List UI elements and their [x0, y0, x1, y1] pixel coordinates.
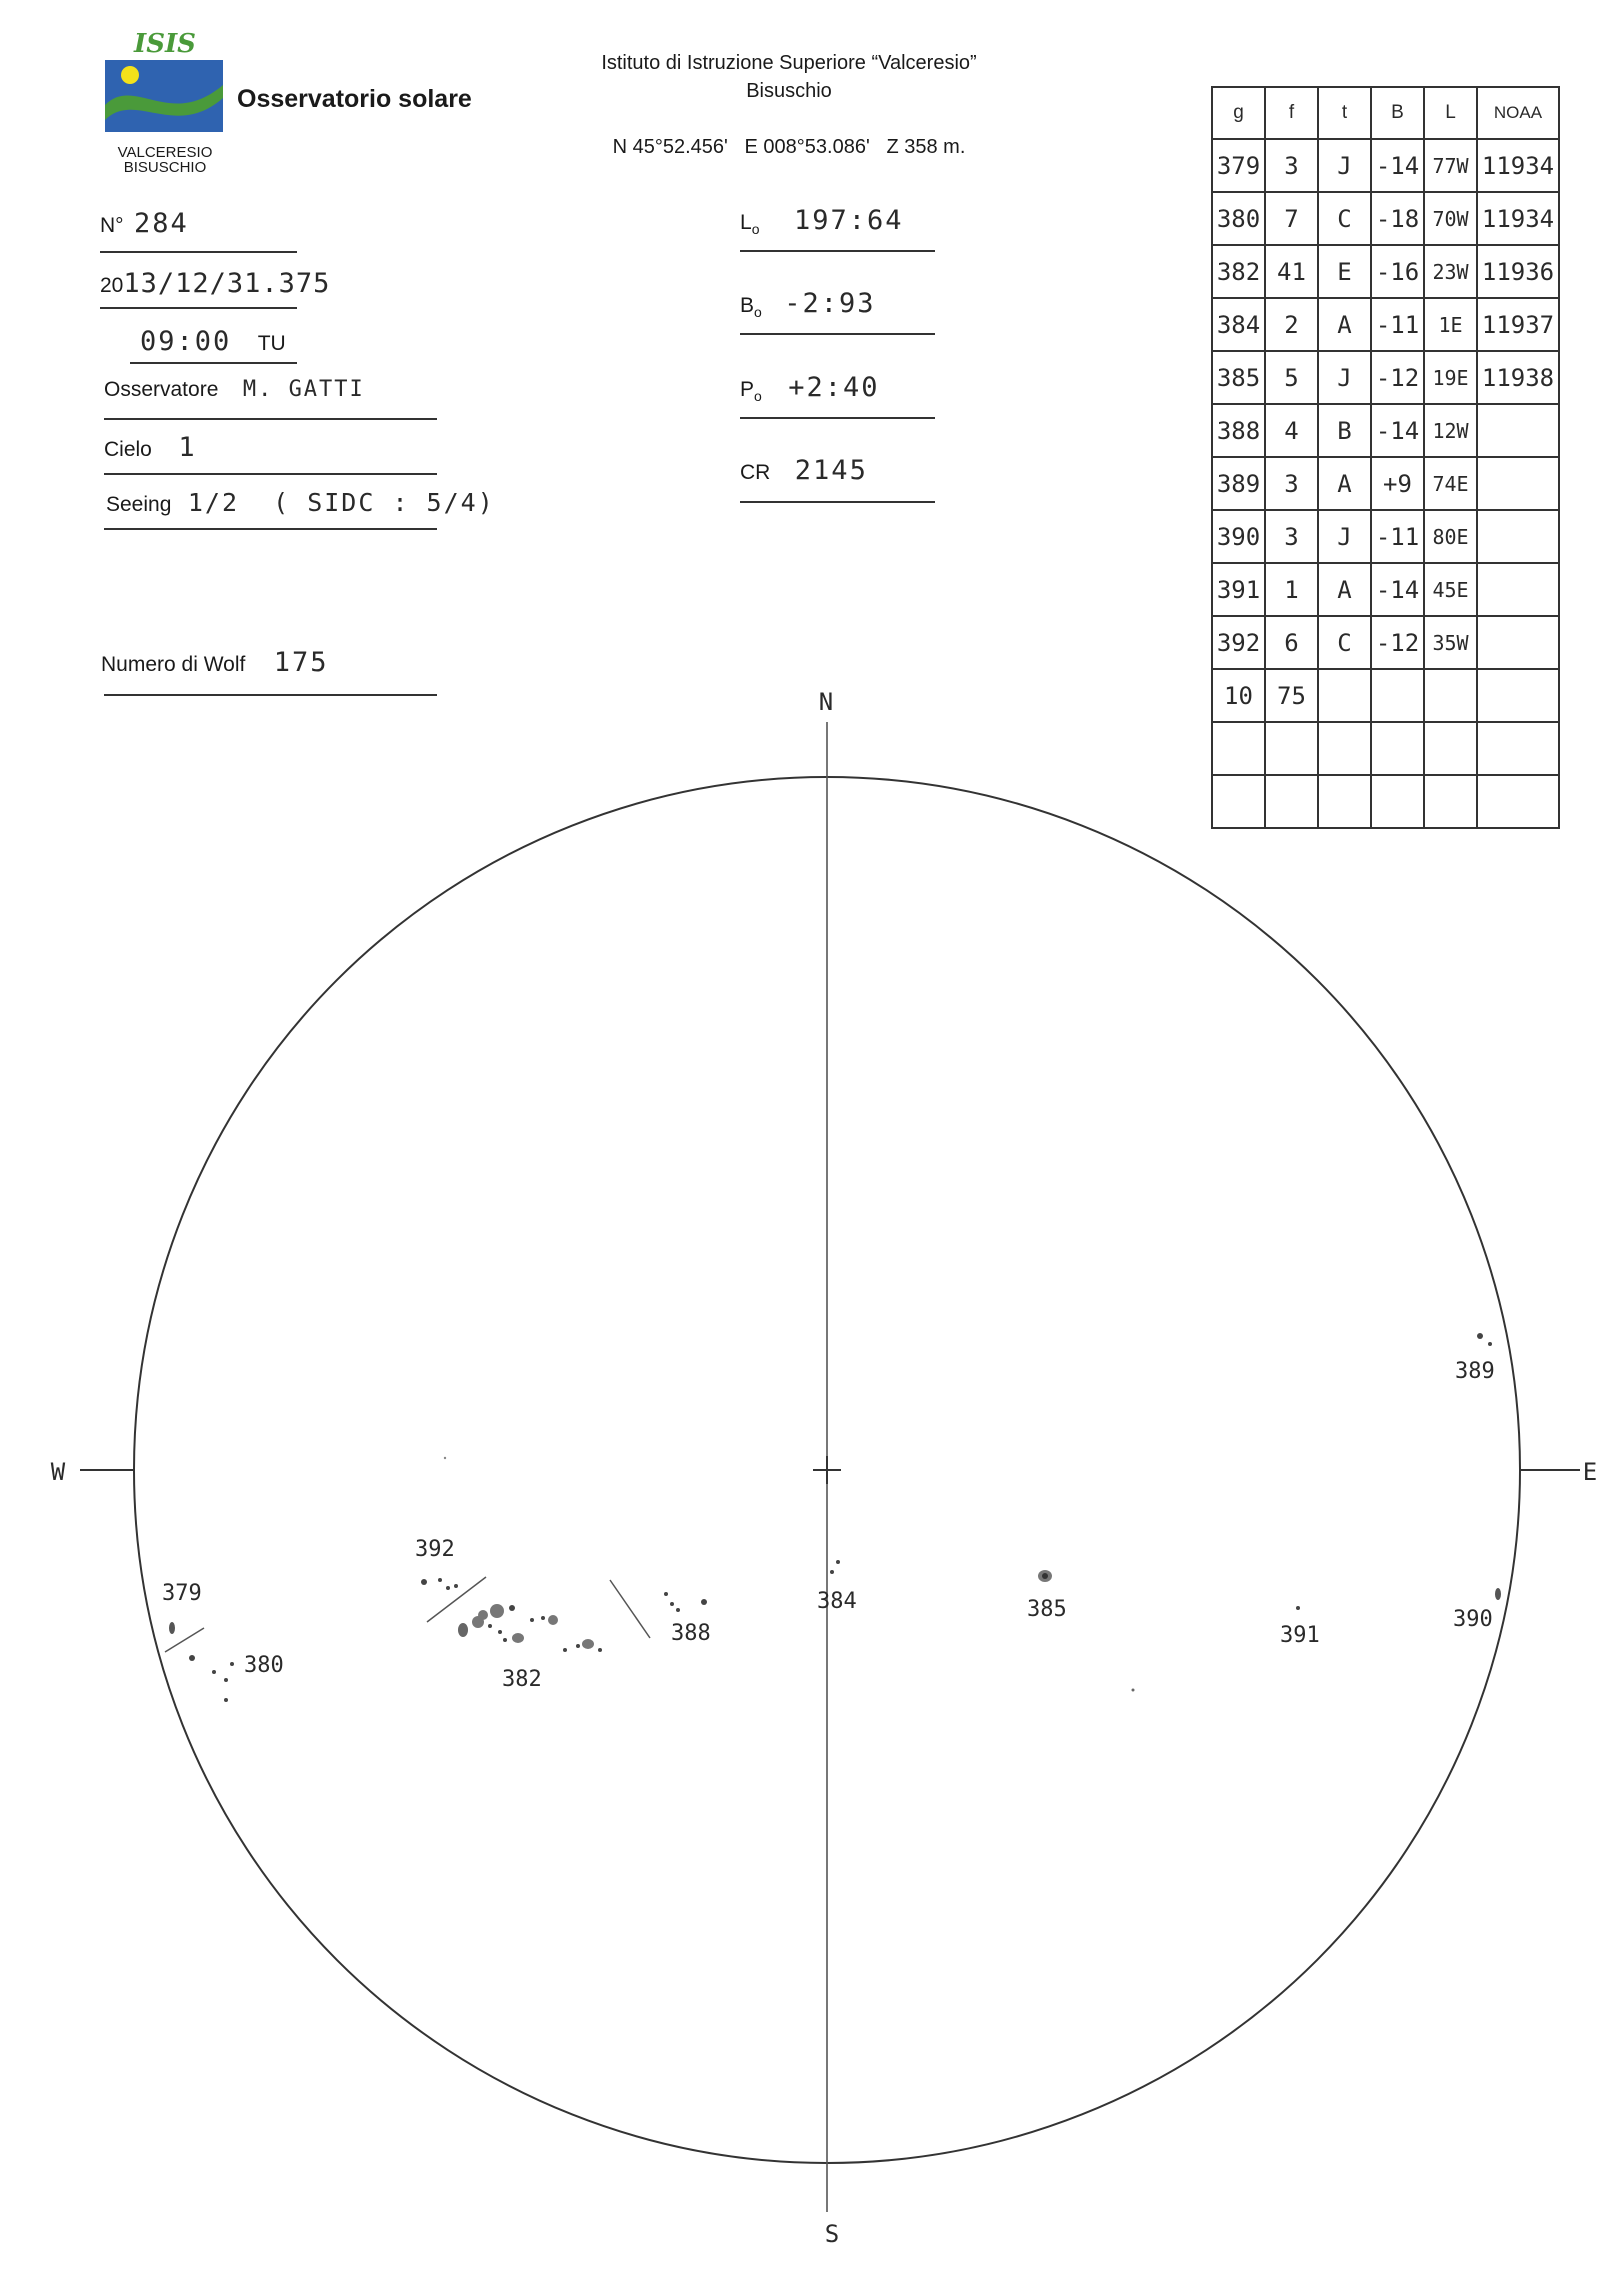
cell-b: -16	[1371, 245, 1424, 298]
group-label-390: 390	[1453, 1607, 1493, 1632]
cell-noaa: 11937	[1477, 298, 1559, 351]
group-label-379: 379	[162, 1581, 202, 1606]
cell-f: 2	[1265, 298, 1318, 351]
cell-f: 4	[1265, 404, 1318, 457]
observer-name: M. GATTI	[242, 377, 365, 402]
sunspot-group-385	[1038, 1570, 1052, 1582]
cell-b: -11	[1371, 510, 1424, 563]
cell-g: 391	[1212, 563, 1265, 616]
sunspot-group-380	[212, 1662, 234, 1702]
cell-l: 19E	[1424, 351, 1477, 404]
cell-noaa: 11938	[1477, 351, 1559, 404]
cell-l: 70W	[1424, 192, 1477, 245]
cell-f: 75	[1265, 669, 1318, 722]
north-label: N	[818, 688, 834, 716]
group-label-380: 380	[244, 1653, 284, 1678]
west-label: W	[50, 1458, 66, 1486]
cell-f: 3	[1265, 139, 1318, 192]
cell-g: 389	[1212, 457, 1265, 510]
cell-g: 390	[1212, 510, 1265, 563]
b0-label: $B_o$	[740, 294, 762, 321]
south-label: S	[824, 2220, 840, 2248]
sunspot-group-388	[664, 1592, 707, 1612]
cell-b: -14	[1371, 404, 1424, 457]
group-label-384: 384	[817, 1589, 857, 1614]
cell-f: 3	[1265, 510, 1318, 563]
cell-f: 3	[1265, 457, 1318, 510]
seeing-value: 1/2 ( SIDC : 5/4)	[187, 488, 495, 517]
cell-t: C	[1318, 616, 1371, 669]
cell-f: 41	[1265, 245, 1318, 298]
cell-t: A	[1318, 563, 1371, 616]
group-label-388: 388	[671, 1621, 711, 1646]
cell-t: B	[1318, 404, 1371, 457]
date-prefix: 20	[100, 274, 124, 297]
cell-g: 10	[1212, 669, 1265, 722]
cell-f: 1	[1265, 563, 1318, 616]
cell-f: 5	[1265, 351, 1318, 404]
cell-l: 74E	[1424, 457, 1477, 510]
cell-t: E	[1318, 245, 1371, 298]
header-t: t	[1318, 87, 1371, 139]
cell-noaa: 11936	[1477, 245, 1559, 298]
cell-t: A	[1318, 298, 1371, 351]
header-l: L	[1424, 87, 1477, 139]
header-b: B	[1371, 87, 1424, 139]
cell-f: 7	[1265, 192, 1318, 245]
cell-f: 6	[1265, 616, 1318, 669]
cell-t: A	[1318, 457, 1371, 510]
group-label-391: 391	[1280, 1623, 1320, 1648]
cell-l: 80E	[1424, 510, 1477, 563]
sunspot-group-390	[1495, 1588, 1501, 1600]
sunspot-group-384	[830, 1560, 840, 1574]
cell-l: 45E	[1424, 563, 1477, 616]
cell-b: -18	[1371, 192, 1424, 245]
cell-g: 384	[1212, 298, 1265, 351]
sunspot-group-392	[421, 1578, 458, 1590]
cell-g: 385	[1212, 351, 1265, 404]
l0-value: 197:64	[793, 205, 904, 236]
header-f: f	[1265, 87, 1318, 139]
cell-noaa: 11934	[1477, 192, 1559, 245]
east-label: E	[1582, 1458, 1598, 1486]
page-title: Osservatorio solare	[237, 85, 472, 113]
observation-number-label: N°	[100, 214, 124, 237]
observer-label: Osservatore	[104, 378, 219, 401]
observatory-coordinates: N 45°52.456' E 008°53.086' Z 358 m.	[612, 136, 966, 158]
sunspot-group-389	[1477, 1333, 1492, 1346]
b0-value: -2:93	[784, 288, 876, 319]
institute-town: Bisuschio	[746, 80, 832, 102]
cell-noaa: 11934	[1477, 139, 1559, 192]
cell-l: 1E	[1424, 298, 1477, 351]
l0-label: $L_o$	[740, 211, 760, 238]
cell-l: 35W	[1424, 616, 1477, 669]
cell-g: 382	[1212, 245, 1265, 298]
logo-line-2: BISUSCHIO	[123, 159, 207, 176]
sunspot-group-382	[458, 1604, 602, 1652]
observation-number: 284	[134, 208, 189, 239]
logo-line-1: VALCERESIO	[117, 144, 213, 161]
wolf-label: Numero di Wolf	[101, 653, 246, 676]
sky-label: Cielo	[104, 438, 152, 461]
cell-g: 380	[1212, 192, 1265, 245]
sky-value: 1	[178, 432, 197, 463]
time-unit: TU	[257, 332, 286, 355]
header-g: g	[1212, 87, 1265, 139]
cr-label: CR	[740, 461, 771, 484]
cell-g: 379	[1212, 139, 1265, 192]
cell-b: -12	[1371, 616, 1424, 669]
cell-t: J	[1318, 139, 1371, 192]
observation-time: 09:00	[140, 326, 232, 357]
cell-l: 23W	[1424, 245, 1477, 298]
group-label-392: 392	[415, 1537, 455, 1562]
cell-g: 388	[1212, 404, 1265, 457]
header-noaa: NOAA	[1477, 87, 1559, 139]
cell-t: J	[1318, 510, 1371, 563]
group-label-385: 385	[1027, 1597, 1067, 1622]
cell-b: -11	[1371, 298, 1424, 351]
cell-t: C	[1318, 192, 1371, 245]
cr-value: 2145	[794, 455, 868, 486]
cell-g: 392	[1212, 616, 1265, 669]
cell-l: 12W	[1424, 404, 1477, 457]
cell-b: -14	[1371, 139, 1424, 192]
cell-b: -12	[1371, 351, 1424, 404]
seeing-label: Seeing	[106, 493, 172, 516]
cell-b: -14	[1371, 563, 1424, 616]
cell-b: +9	[1371, 457, 1424, 510]
p0-label: $P_o$	[740, 378, 762, 405]
cell-l: 77W	[1424, 139, 1477, 192]
observation-date: 13/12/31.375	[123, 268, 331, 299]
group-label-382: 382	[502, 1667, 542, 1692]
group-label-389: 389	[1455, 1359, 1495, 1384]
p0-value: +2:40	[788, 372, 880, 403]
institute-name: Istituto di Istruzione Superiore “Valceresio”	[601, 52, 977, 74]
sunspot-group-391	[1296, 1606, 1300, 1610]
wolf-number: 175	[273, 647, 329, 678]
logo-word: ISIS	[134, 30, 196, 59]
cell-t: J	[1318, 351, 1371, 404]
